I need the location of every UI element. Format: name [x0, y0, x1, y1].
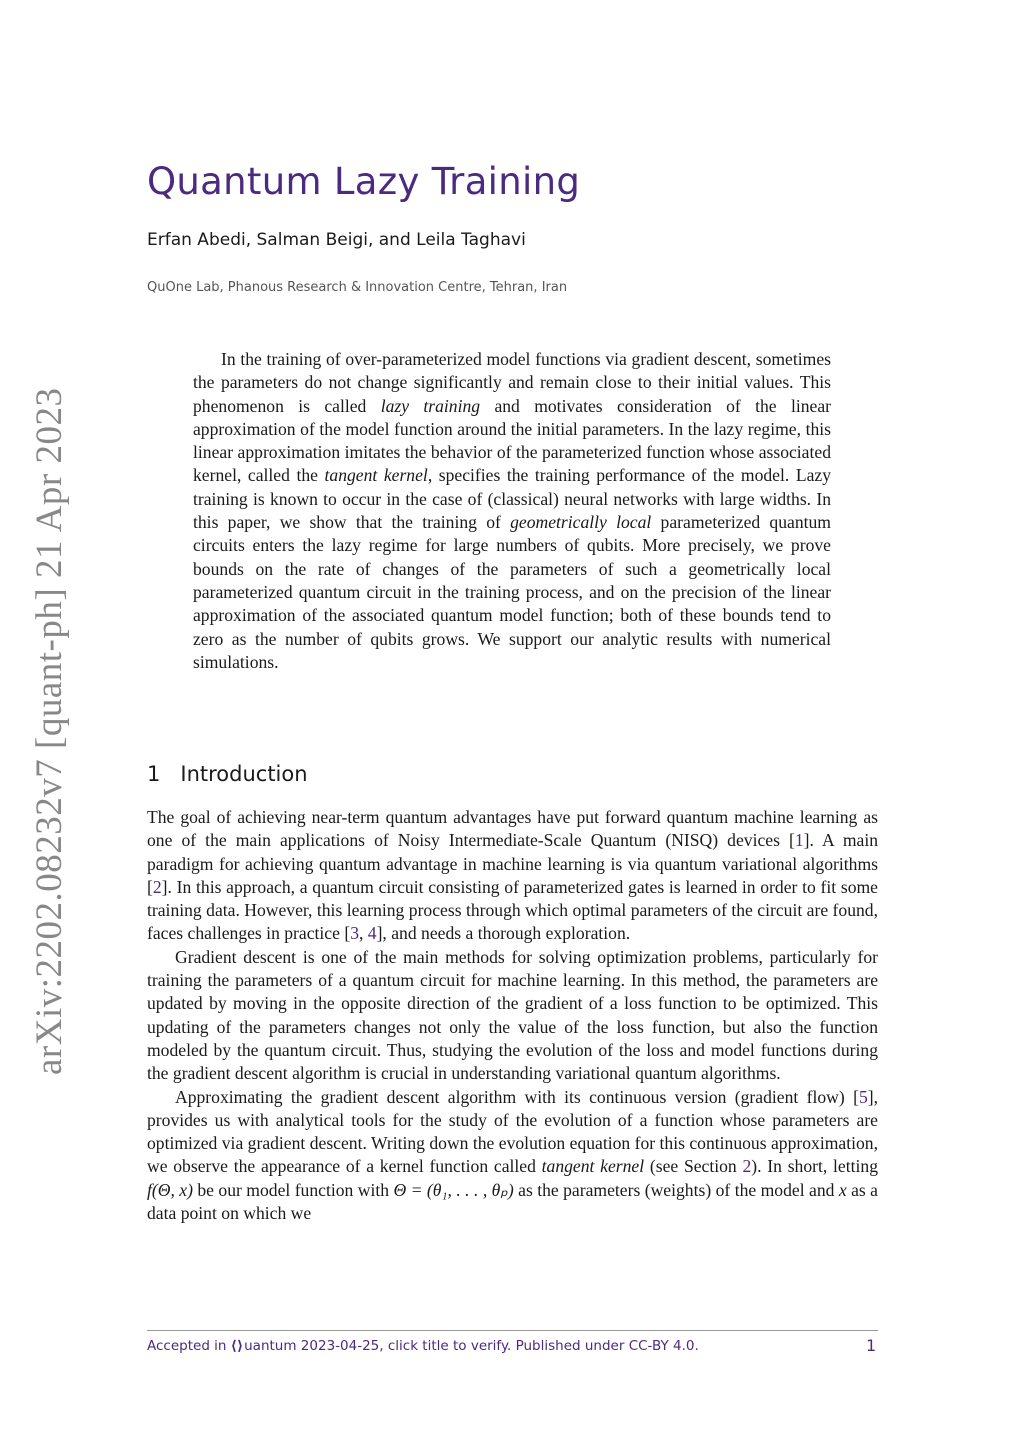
citation-link-3[interactable]: 3 [350, 923, 359, 944]
abstract-text: In the training of over-parameterized model functions via gradient descent, sometimes the parameters do not change significantly and remain close to their initial values. This phenomenon is called [193, 349, 831, 416]
paragraph-text: ]. In this approach, a quantum circuit consisting of parameterized gates is learned in order to fit some training data. However, this learning process through which optimal parameters of the circuit are found, faces challenges in practice [ [147, 876, 878, 944]
paragraph-2: Gradient descent is one of the main methods for solving optimization problems, particularly for training the parameters of a quantum circuit for machine learning. In this method, the parameters are updated by moving in the opposite direction of the gradient of a loss function to be optimized. This updating of the parameters changes not only the value of the loss function, but also the function modeled by the quantum circuit. Thus, studying the evolution of the loss and model functions during the gradient descent algorithm is crucial in understanding variational quantum algorithms. [147, 946, 878, 1084]
math-data-point: x [838, 1179, 847, 1200]
abstract-emphasis-lazy-training: lazy training [380, 395, 481, 416]
paragraph-3 [147, 1086, 878, 1226]
footer-verify-link[interactable]: 2023-04-25, click title to verify. Published under CC-BY 4.0. [296, 1338, 699, 1354]
citation-link-1[interactable]: 1 [794, 830, 804, 851]
paragraph-text: ], provides us with analytical tools for the study of the evolution of a function whose parameters are optimized via gradient descent. Writing down the evolution equation for this continuous approximation, we observe the appearance of a kernel function called [147, 1086, 878, 1177]
paragraph-text: Approximating the gradient descent algorithm with its continuous version (gradient flow) [ [175, 1086, 859, 1107]
quantum-journal-logo[interactable] [231, 1338, 297, 1354]
paragraph-text: ). In short, letting [751, 1156, 878, 1177]
footer-accepted-label: Accepted in [147, 1338, 231, 1354]
introduction-body [147, 806, 878, 1225]
affiliation: QuOne Lab, Phanous Research & Innovation Centre, Tehran, Iran [147, 280, 568, 295]
citation-separator: , [358, 923, 368, 944]
emphasis-tangent-kernel: tangent kernel [541, 1156, 645, 1177]
arxiv-identifier-stamp: arXiv:2202.08232v7 [quant-ph] 21 Apr 2023 [29, 387, 70, 1075]
paragraph-text: be our model function with [192, 1179, 394, 1200]
paragraph-text: ], and needs a thorough exploration. [376, 923, 631, 944]
quantum-logo-text: uantum [244, 1338, 297, 1354]
paragraph-1 [147, 806, 878, 946]
section-heading-introduction [147, 762, 308, 786]
quantum-logo-bracket-icon: ⟨⟩ [230, 1338, 244, 1354]
author-list: Erfan Abedi, Salman Beigi, and Leila Taghavi [147, 230, 526, 250]
abstract-text: , specifies the training performance of the model. Lazy training is known to occur in the case of (classical) neural networks with large widths. In this paper, we show that the training of [193, 465, 831, 533]
abstract-text: and motivates consideration of the linear approximation of the model function around the initial parameters. In the lazy regime, this linear approximation imitates the behavior of the parameterized function whose associated kernel, called the [193, 395, 832, 486]
paper-title[interactable]: Quantum Lazy Training [147, 160, 581, 203]
abstract-emphasis-geometrically-local: geometrically local [510, 512, 652, 533]
abstract [193, 348, 831, 674]
abstract-emphasis-tangent-kernel: tangent kernel [324, 465, 428, 486]
citation-link-4[interactable]: 4 [367, 923, 377, 944]
footer-acceptance-note [147, 1338, 699, 1354]
paragraph-text: as the parameters (weights) of the model and [513, 1179, 839, 1200]
footer-divider [147, 1330, 878, 1331]
paragraph-text: as a data point on which we [147, 1179, 878, 1224]
abstract-text: parameterized quantum circuits enters the lazy regime for large numbers of qubits. More precisely, we prove bounds on the rate of changes of the parameters of such a geometrically local parameterized quantum circuit in the training process, and on the precision of the linear approximation of the associated quantum model function; both of these bounds tend to zero as the number of qubits grows. We support our analytic results with numerical simulations. [193, 512, 831, 672]
math-model-function: f(Θ, x) [147, 1179, 193, 1200]
section-number: 1 [147, 762, 161, 786]
citation-link-5[interactable]: 5 [858, 1086, 868, 1107]
math-parameter-vector: Θ = (θ₁, . . . , θₚ) [393, 1179, 514, 1200]
paragraph-text: The goal of achieving near-term quantum advantages have put forward quantum machine learning as one of the main applications of Noisy Intermediate-Scale Quantum (NISQ) devices [ [147, 807, 878, 851]
paragraph-text: ]. A main paradigm for achieving quantum advantage in machine learning is via quantum variational algorithms [ [147, 830, 879, 897]
section-ref-link-2[interactable]: 2 [742, 1156, 752, 1177]
paragraph-text: (see Section [644, 1156, 743, 1177]
section-title: Introduction [180, 762, 308, 786]
citation-link-2[interactable]: 2 [152, 876, 162, 897]
page-number: 1 [866, 1336, 877, 1355]
